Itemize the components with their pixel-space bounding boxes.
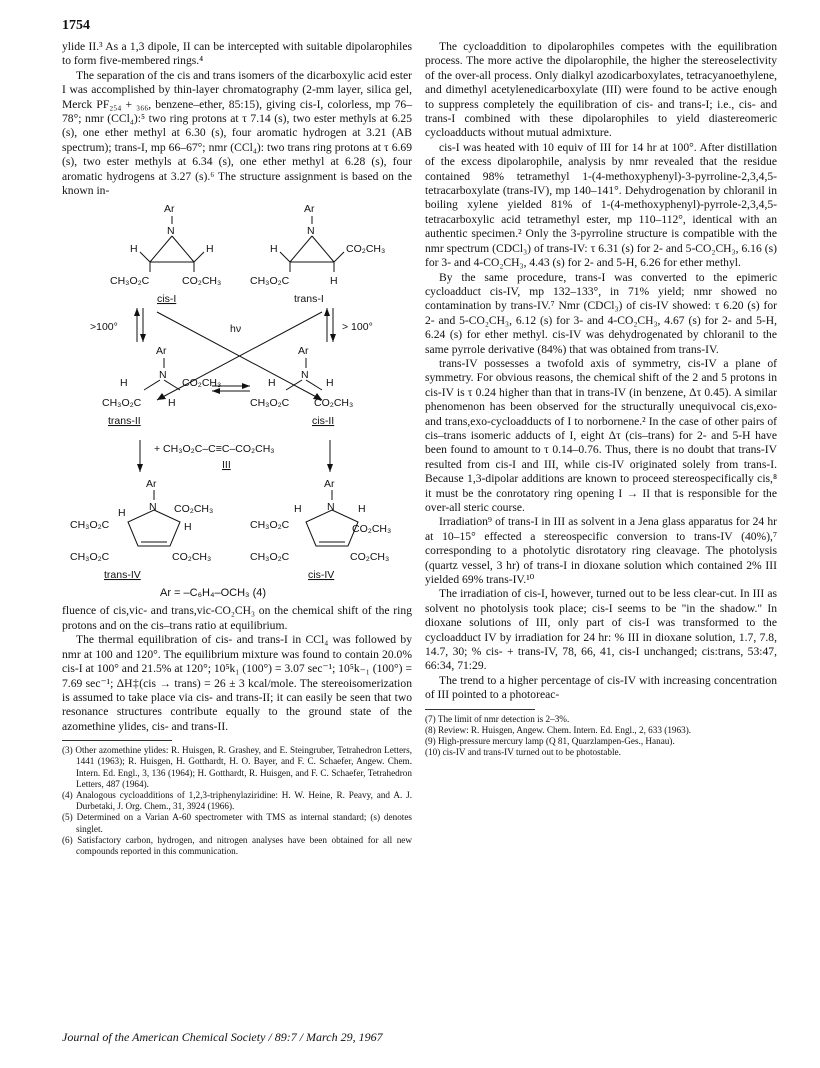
aryl-label: Ar — [156, 345, 167, 358]
scheme-drawing — [62, 200, 412, 600]
ester-label: CO₂CH₃ — [182, 377, 222, 390]
cis-iv-label: cis-IV — [308, 569, 335, 582]
ester-label: CH₃O₂C — [250, 275, 290, 288]
ester-label: CH₃O₂C — [250, 551, 290, 564]
cis-ii-label: cis-II — [312, 415, 335, 428]
footnote: (4) Analogous cycloadditions of 1,2,3-triphenylaziridine: H. W. Heine, R. Peavy, and A. J. Durbetaki, J. Org. Chem., 31, 3924 (1966). — [62, 789, 412, 812]
footnote: (7) The limit of nmr detection is 2–3%. — [425, 713, 570, 724]
aryl-label: Ar — [324, 478, 335, 491]
footnote: (8) Review: R. Huisgen, Angew. Chem. Intern. Ed. Engl., 2, 633 (1963). — [425, 724, 692, 735]
ester-label: CH₃O₂C — [110, 275, 150, 288]
paragraph: By the same procedure, trans-I was converted to the epimeric cycloadduct cis-IV, mp 132–133°, in 71% yield; nmr showed no contamination by trans-IV.⁷ Nmr (CDCl₃) of cis-IV showed: τ 6.20 (s) for 2- and 5-CO₂CH₃, 6.12 (s) for 3- and 4-CO₂CH₃, 4.67 (s) for 2- and 5-H, 6.24 (s) for ether methyl. cis-IV was dehydrogenated by chloranil to the same pyrrole derivative (84%) that was obtained from trans-IV. — [425, 270, 777, 356]
nitrogen-label: N — [307, 225, 315, 238]
ester-label: CO₂CH₃ — [314, 397, 354, 410]
nitrogen-label: N — [149, 501, 157, 514]
hydrogen-label: H — [326, 377, 334, 390]
hydrogen-label: H — [206, 243, 214, 256]
aryl-label: Ar — [304, 203, 315, 216]
footnote: (9) High-pressure mercury lamp (Q 81, Quarzlampen-Ges., Hanau). — [425, 736, 675, 747]
paragraph: The cycloaddition to dipolarophiles competes with the equilibration process. The more active the dipolarophile, the higher the stereoselectivity of the over-all process. Only dialkyl azodicarboxylates, tetracyanoethylene, and dimethyl acetylenedicarboxylate (III) were found to be active enough to suppress completely the equilibration of cis- and trans-I; i.e., cis- and trans-I combined with these dipolarophiles to yield diastereomeric cycloadducts without mutual admixture. — [425, 40, 777, 140]
ester-label: CO₂CH₃ — [172, 551, 212, 564]
temperature-label: >100° — [90, 321, 118, 334]
reagent-label: + CH₃O₂C–C≡C–CO₂CH₃ — [154, 443, 275, 456]
hydrogen-label: H — [330, 275, 338, 288]
ester-label: CH₃O₂C — [250, 519, 290, 532]
ester-label: CO₂CH₃ — [182, 275, 222, 288]
ester-label: CO₂CH₃ — [346, 243, 386, 256]
reagent-number: III — [222, 459, 231, 472]
hydrogen-label: H — [184, 521, 192, 534]
footnote-divider — [62, 740, 172, 741]
paragraph: cis-I was heated with 10 equiv of III for 14 hr at 100°. After distillation of the excess dipolarophile, analysis by nmr revealed that the residue contained 98% tetramethyl 1-(4-methoxyphenyl)-3-pyrroline-2,3,4,5-tetracarboxylate (trans-IV), mp 140–141°. Dehydrogenation by chloranil in boiling xylene yielded 81% of 1-(4-methoxyphenyl)-pyrrole-2,3,4,5-tetracarboxylic acid tetramethyl ester, mp 110–112°, identical with an authentic specimen.² Only the 3-pyrroline structure is compatible with the nmr spectrum (CDCl₃) of trans-IV: τ 6.31 (s) for 2- and 5-CO₂CH₃, 6.16 (s) for 3- and 4-CO₂CH₃, 4.43 (s) for 2- and 5-H, 6.26 for ether methyl. — [425, 140, 777, 270]
temperature-label: > 100° — [342, 321, 373, 334]
nitrogen-label: N — [159, 369, 167, 382]
right-column — [425, 40, 777, 759]
ester-label: CO₂CH₃ — [352, 523, 392, 536]
footnote: (10) cis-IV and trans-IV turned out to be photostable. — [425, 747, 621, 758]
hydrogen-label: H — [294, 503, 302, 516]
footnotes — [62, 745, 412, 857]
footnote: (5) Determined on a Varian A-60 spectrometer with TMS as internal standard; (s) denotes singlet. — [62, 812, 412, 834]
reaction-scheme — [62, 200, 412, 600]
aryl-definition: Ar = –C₆H₄–OCH₃ (4) — [160, 587, 267, 600]
nitrogen-label: N — [301, 369, 309, 382]
ester-label: CH₃O₂C — [250, 397, 290, 410]
page-number: 1754 — [62, 18, 90, 33]
footnote: (3) Other azomethine ylides: R. Huisgen, R. Grashey, and E. Steingruber, Tetrahedron Letters, 1441 (1963); R. Huisgen, H. Gotthardt, H. O. Bayer, and F. C. Schaefer, Angew. Chem. Intern. Ed. Engl., 3, 136 (1964); H. Gotthardt, R. Huisgen, and F. C. Schaefer, Tetrahedron Letters, 487 (1964). — [62, 745, 412, 789]
ester-label: CH₃O₂C — [70, 551, 110, 564]
paragraph: The irradiation of cis-I, however, turned out to be less clear-cut. In III as solvent no photolysis took place; cis-I seems to be "in the shadow." In dioxane solutions of III, only part of cis-I was transformed to the cycloadduct IV by irradiation for 24 hr: % III in dioxane solution, 1.7, 7.8, 14.7, 30; % cis- + trans-IV, 78, 66, 41, cis-I unchanged; cis:trans, 53:47, 66:34, 71:29. — [425, 587, 777, 673]
paragraph: ylide II.³ As a 1,3 dipole, II can be intercepted with suitable dipolarophiles to form five-membered rings.⁴ — [62, 40, 412, 68]
footnotes — [425, 714, 777, 759]
nitrogen-label: N — [327, 501, 335, 514]
hydrogen-label: H — [270, 243, 278, 256]
aryl-label: Ar — [298, 345, 309, 358]
paragraph: trans-IV possesses a twofold axis of symmetry, cis-IV a plane of symmetry. For obvious reasons, the chemical shift of the 2 and 5 protons in cis-IV is τ 0.24 higher than that in trans-IV (in benzene, Δτ 0.45). A similar phenomenon has been observed for the structurally unequivocal cis,exo- and trans,exo-cycloadducts of I to norbornene.² In the case of other pairs of cis–trans isomeric adducts of I, eight Δτ (cis–trans) for 2- and 5-H have been found to amount to τ 0.14–0.76. Thus, there is no doubt that trans-IV resulted from cis-I and III, while cis-IV originated solely from trans-I. Because 1,3-dipolar additions are known to proceed stereospecifically cis,⁸ it must be the conrotatory ring opening I → II that is responsible for the over-all steric course. — [425, 356, 777, 514]
ester-label: CO₂CH₃ — [350, 551, 390, 564]
aryl-label: Ar — [146, 478, 157, 491]
ester-label: CO₂CH₃ — [174, 503, 214, 516]
hydrogen-label: H — [120, 377, 128, 390]
hydrogen-label: H — [168, 397, 176, 410]
paragraph: The thermal equilibration of cis- and trans-I in CCl₄ was followed by nmr at 100 and 120°. The equilibrium mixture was found to contain 20.0% cis-I at 100° and 21.5% at 120°; 10⁵k₁ (100°) = 3.07 sec⁻¹; 10⁵k₋₁ (100°) = 7.69 sec⁻¹; ΔH‡(cis → trans) = 26 ± 3 kcal/mole. The stereoisomerization is assumed to take place via cis- and trans-II; it can easily be seen that two resonance structures contribute equally to the ground state of the azomethine ylides, cis- and trans-II. — [62, 633, 412, 733]
paragraph: Irradiation⁹ of trans-I in III as solvent in a Jena glass apparatus for 24 hr at 10–15° effected a stereospecific conversion to trans-IV (40%),⁷ corresponding to a photolytic disrotatory ring cleavage. The photolysis (quartz vessel, 3 hr) of trans-I in dioxane solution which contained 2% III yielded 69% trans-IV.¹⁰ — [425, 515, 777, 587]
cis-i-label: cis-I — [157, 293, 177, 306]
paragraph: fluence of cis,vic- and trans,vic-CO₂CH₃ on the chemical shift of the ring protons and on the cis–trans ratio at equilibrium. — [62, 604, 412, 632]
paragraph: The trend to a higher percentage of cis-IV with increasing concentration of III pointed to a photoreac- — [425, 673, 777, 702]
aryl-label: Ar — [164, 203, 175, 216]
ester-label: CH₃O₂C — [102, 397, 142, 410]
ester-label: CH₃O₂C — [70, 519, 110, 532]
journal-footer: Journal of the American Chemical Society / 89:7 / March 29, 1967 — [62, 1030, 383, 1044]
trans-i-label: trans-I — [294, 293, 324, 306]
trans-iv-label: trans-IV — [104, 569, 141, 582]
hydrogen-label: H — [358, 503, 366, 516]
paragraph: The separation of the cis and trans isomers of the dicarboxylic acid ester I was accomplished by thin-layer chromatography (2-mm layer, silica gel, Merck PF₂₅₄ + ₃₆₆, benzene–ether, 85:15), giving cis-I, colorless, mp 76–78°; nmr (CCl₄):⁵ two ring protons at τ 7.14 (s), two ester methyls at 6.25 (s), one ether methyl at 6.30 (s), four aromatic hydrogen at 3.21 (AB spectrum); trans-I, mp 66–67°; nmr (CCl₄): two trans ring protons at τ 6.69 (s), two ester methyls at 6.34 (s), one ether methyl at 6.28 (s), four aromatic hydrogens at 3.27 (s).⁶ The structure assignment is based on the known in- — [62, 68, 412, 198]
trans-ii-label: trans-II — [108, 415, 141, 428]
footnote: (6) Satisfactory carbon, hydrogen, and nitrogen analyses have been obtained for all new compounds reported in this communication. — [62, 834, 412, 856]
left-column — [62, 40, 412, 857]
hv-label: hν — [230, 323, 242, 336]
footnote-divider — [425, 709, 535, 710]
hydrogen-label: H — [268, 377, 276, 390]
hydrogen-label: H — [130, 243, 138, 256]
hydrogen-label: H — [118, 507, 126, 520]
nitrogen-label: N — [167, 225, 175, 238]
